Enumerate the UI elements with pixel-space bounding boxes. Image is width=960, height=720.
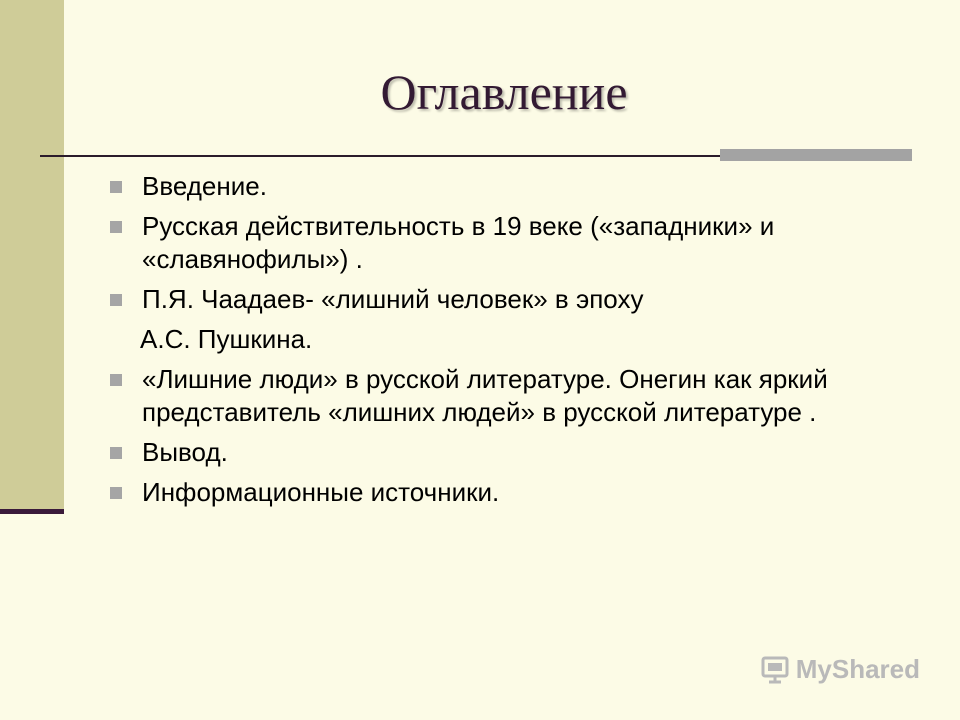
title-divider-accent [720,149,912,161]
toc-item-text: Вывод. [142,437,228,467]
watermark [760,654,920,685]
square-bullet-icon [110,221,122,233]
watermark-text: MyShared [795,654,920,684]
toc-item [108,363,908,429]
square-bullet-icon [110,374,122,386]
toc-list [108,170,908,516]
toc-item-text: Информационные источники. [142,477,500,507]
square-bullet-icon [110,447,122,459]
slide-title: Оглавление [380,64,628,120]
toc-item-continuation [108,323,908,356]
toc-item [108,476,908,509]
toc-item [108,210,908,276]
toc-item-text: П.Я. Чаадаев- «лишний человек» в эпоху [142,284,644,314]
left-accent-underline [0,509,64,514]
toc-item [108,283,908,316]
toc-item-text: «Лишние люди» в русской литературе. Онегин как яркий представитель «лишних людей» в русской литературе . [142,364,828,427]
square-bullet-icon [110,487,122,499]
toc-item-text: Введение. [142,171,267,201]
presentation-board-icon [760,656,790,684]
toc-item [108,436,908,469]
toc-item-text: А.С. Пушкина. [140,324,313,354]
square-bullet-icon [110,181,122,193]
toc-item [108,170,908,203]
square-bullet-icon [110,294,122,306]
toc-item-text: Русская действительность в 19 веке («западники» и «славянофилы») . [142,211,775,274]
